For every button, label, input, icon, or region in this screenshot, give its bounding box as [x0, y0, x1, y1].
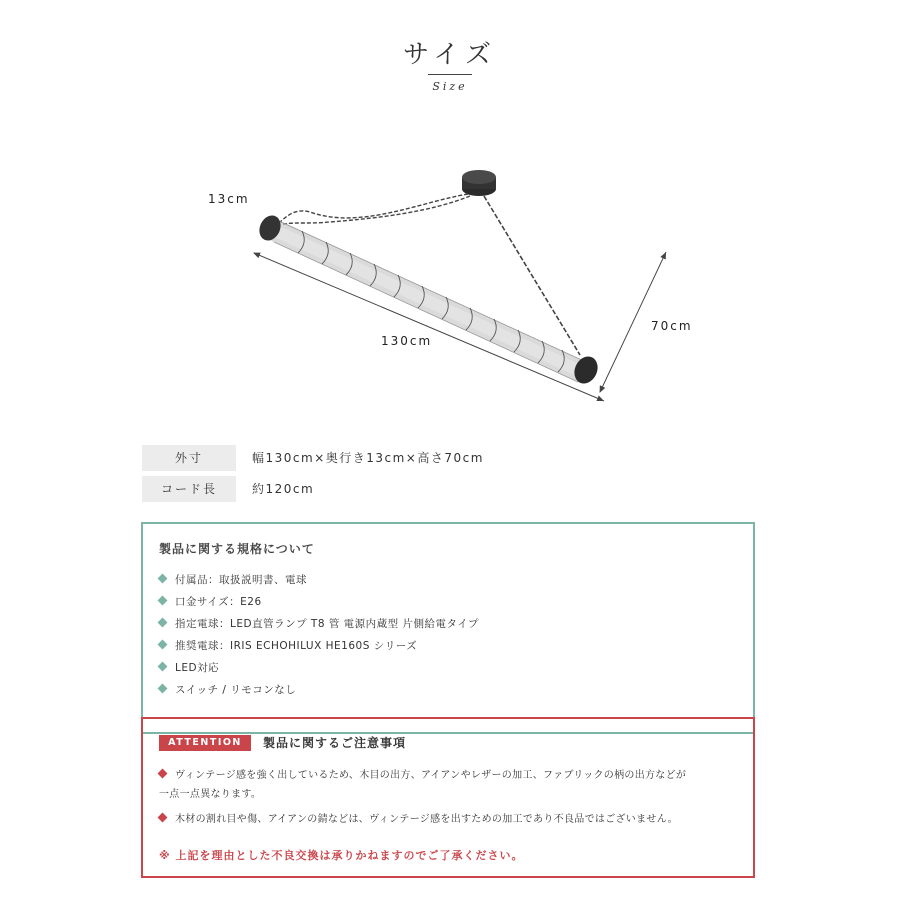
product-spec-title: 製品に関する規格について	[159, 542, 315, 556]
spec-value: 約120cm	[252, 482, 315, 496]
attention-badge: ATTENTION	[159, 735, 251, 751]
diamond-bullet-icon	[158, 813, 168, 823]
attention-box	[141, 717, 755, 878]
diamond-bullet-icon	[158, 596, 168, 606]
pendant-light-diagram	[0, 0, 900, 420]
attention-item: ヴィンテージ感を強く出しているため、木目の出方、アイアンやレザーの加工、ファブリックの柄の出方などが 一点一点異なります。	[159, 770, 687, 800]
diamond-bullet-icon	[158, 662, 168, 672]
diamond-bullet-icon	[158, 684, 168, 694]
spec-label: コード長	[142, 476, 236, 502]
spec-label: 外寸	[142, 445, 236, 471]
diamond-bullet-icon	[158, 618, 168, 628]
suspension-chains	[280, 194, 580, 355]
page-subtitle: Size	[432, 80, 468, 93]
width-dimension-line	[254, 253, 604, 401]
spec-value: 幅130cm×奥行き13cm×高さ70cm	[252, 451, 484, 465]
list-item: 付属品：取扱説明書、電球	[159, 572, 307, 588]
diamond-bullet-icon	[158, 574, 168, 584]
diamond-bullet-icon	[158, 769, 168, 779]
ceiling-canopy	[462, 170, 496, 196]
list-item: 推奨電球：IRIS ECHOHILUX HE160S シリーズ	[159, 638, 417, 654]
list-item: LED対応	[159, 660, 219, 676]
height-dimension-label: 70cm	[651, 319, 693, 333]
page-title: サイズ	[403, 40, 497, 70]
tube-lamp	[255, 212, 601, 387]
attention-item: 木材の割れ目や傷、アイアンの錆などは、ヴィンテージ感を出すための加工であり不良品ではございません。	[159, 810, 678, 829]
diamond-bullet-icon	[158, 640, 168, 650]
list-item: 指定電球：LED直管ランプ T8 管 電源内蔵型 片側給電タイプ	[159, 616, 479, 632]
list-item: 口金サイズ：E26	[159, 594, 262, 610]
attention-note: ※ 上記を理由とした不良交換は承りかねますのでご了承ください。	[159, 849, 524, 862]
product-spec-box	[141, 522, 755, 734]
list-item: スイッチ / リモコンなし	[159, 682, 296, 698]
attention-title: 製品に関するご注意事項	[263, 736, 407, 750]
depth-dimension-label: 13cm	[208, 192, 250, 206]
width-dimension-label: 130cm	[381, 334, 433, 348]
